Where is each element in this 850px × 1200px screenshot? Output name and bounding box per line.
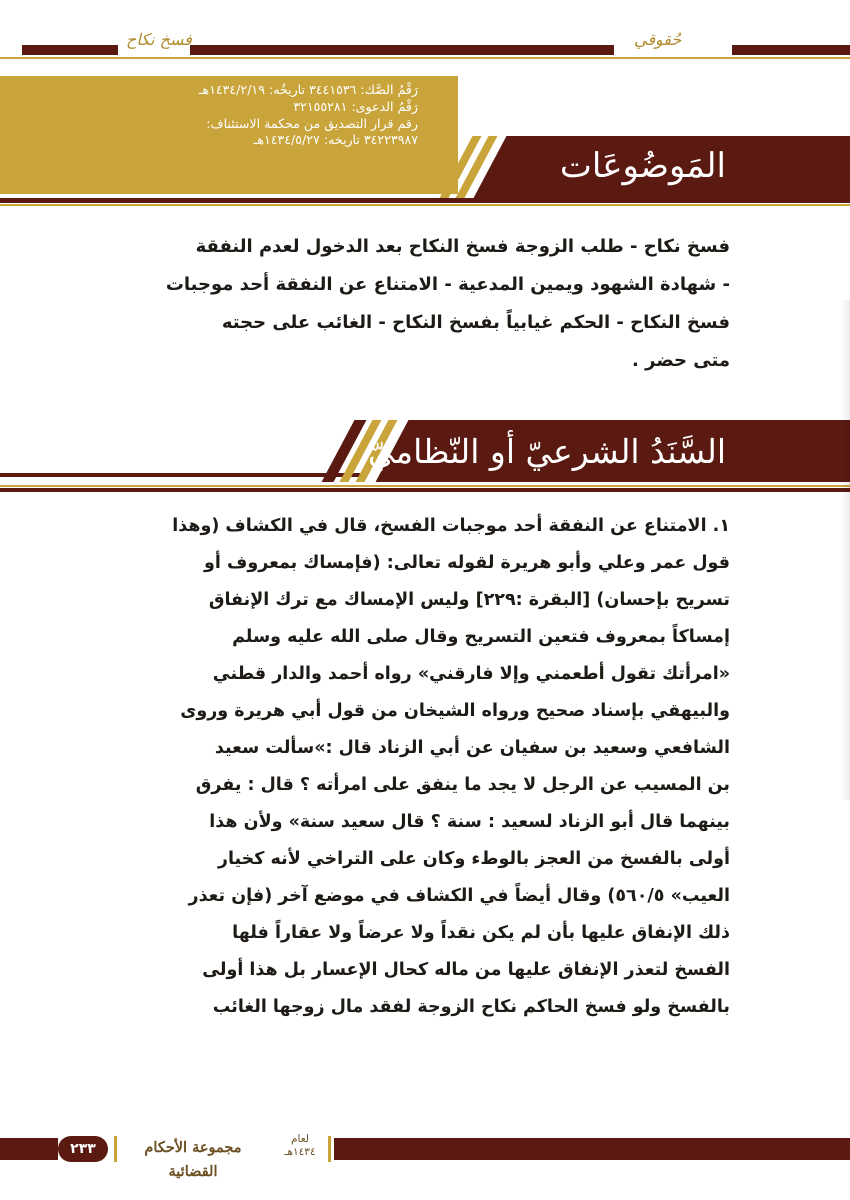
page-number: ٢٣٣ — [70, 1141, 96, 1157]
basis-line: بالفسخ ولو فسخ الحاكم نكاح الزوجة لفقد مال زوجها الغائب — [212, 997, 730, 1017]
appeal-approval-line: ٣٤٢٢٣٩٨٧ تاريخه: ١٤٣٤/٥/٢٧هـ — [253, 132, 418, 148]
page-edge-shadow — [840, 300, 850, 800]
basis-line: بن المسيب عن الرجل لا يجد ما ينفق على امرأته ؟ قال : يفرق — [195, 775, 730, 795]
topics-line: - شهادة الشهود ويمين المدعية - الامتناع عن النفقة أحد موجبات — [165, 274, 730, 295]
basis-line: «امرأتك تقول أطعمني وإلا فارقني» رواه أحمد والدار قطني — [212, 664, 730, 684]
topics-line: فسخ النكاح - الحكم غيابياً بفسخ النكاح - الغائب على حجته — [221, 312, 730, 333]
basis-line: إمساكاً بمعروف فتعين التسريح وقال صلى الله عليه وسلم — [232, 627, 730, 647]
appeal-approval-label: رقم قرار التصديق من محكمة الاستئناف: — [206, 115, 418, 131]
basis-line: الفسخ لتعذر الإنفاق عليها من ماله كحال الإعسار بل هذا أولى — [202, 960, 730, 980]
basis-line: العيب» ٥٦٠/٥) وقال أيضاً في الكشاف في موضع آخر (فإن تعذر — [188, 886, 730, 906]
case-metadata — [28, 82, 418, 149]
footer-year-label: لعام — [291, 1133, 309, 1145]
topics-title: المَوضُوعَات — [559, 146, 726, 186]
basis-line: أولى بالفسخ من العجز بالوطء وكان على التراخي لأنه كخيار — [217, 849, 730, 869]
topics-line: فسخ نكاح - طلب الزوجة فسخ النكاح بعد الدخول لعدم النفقة — [195, 236, 730, 257]
deed-number-line: رَقْمُ الصَّك: ٣٤٤١٥٣٦ تاريخُه: ١٤٣٤/٢/١٩هـ — [198, 82, 418, 97]
basis-line: تسريح بإحسان) [البقرة :٢٢٩] وليس الإمساك مع ترك الإنفاق — [208, 590, 730, 610]
header-section-label: فسخ نكاح — [126, 30, 192, 49]
basis-line: ذلك الإنفاق عليها بأن لم يكن نقداً ولا عرضاً ولا عقاراً فلها — [232, 923, 730, 943]
basis-line: الشافعي وسعيد بن سفيان عن أبي الزناد قال :»سألت سعيد — [214, 738, 730, 758]
footer-year: ١٤٣٤هـ — [284, 1146, 316, 1158]
topics-paragraph — [122, 228, 730, 380]
basis-line: قول عمر وعلي وأبو هريرة لقوله تعالى: (فإمساك بمعروف أو — [204, 553, 730, 573]
basis-line: ١. الامتناع عن النفقة أحد موجبات الفسخ، قال في الكشاف (وهذا — [172, 516, 730, 536]
basis-line: والبيهقي بإسناد صحيح ورواه الشيخان من قول أبي هريرة وروى — [180, 701, 730, 721]
case-number-line: رَقْمُ الدعوى: ٣٢١٥٥٢٨١ — [293, 98, 418, 114]
basis-line: بينهما قال أبو الزناد لسعيد : سنة ؟ قال سعيد سنة» ولأن هذا — [209, 812, 730, 832]
basis-paragraph — [122, 508, 730, 1026]
header-category-label: حُقوقي — [634, 30, 682, 49]
basis-title: السَّنَدُ الشرعيّ أو النّظاميّ — [367, 432, 726, 471]
footer-collection-title: مجموعة الأحكام القضائية — [144, 1139, 242, 1180]
topics-line: متى حضر . — [632, 350, 730, 371]
